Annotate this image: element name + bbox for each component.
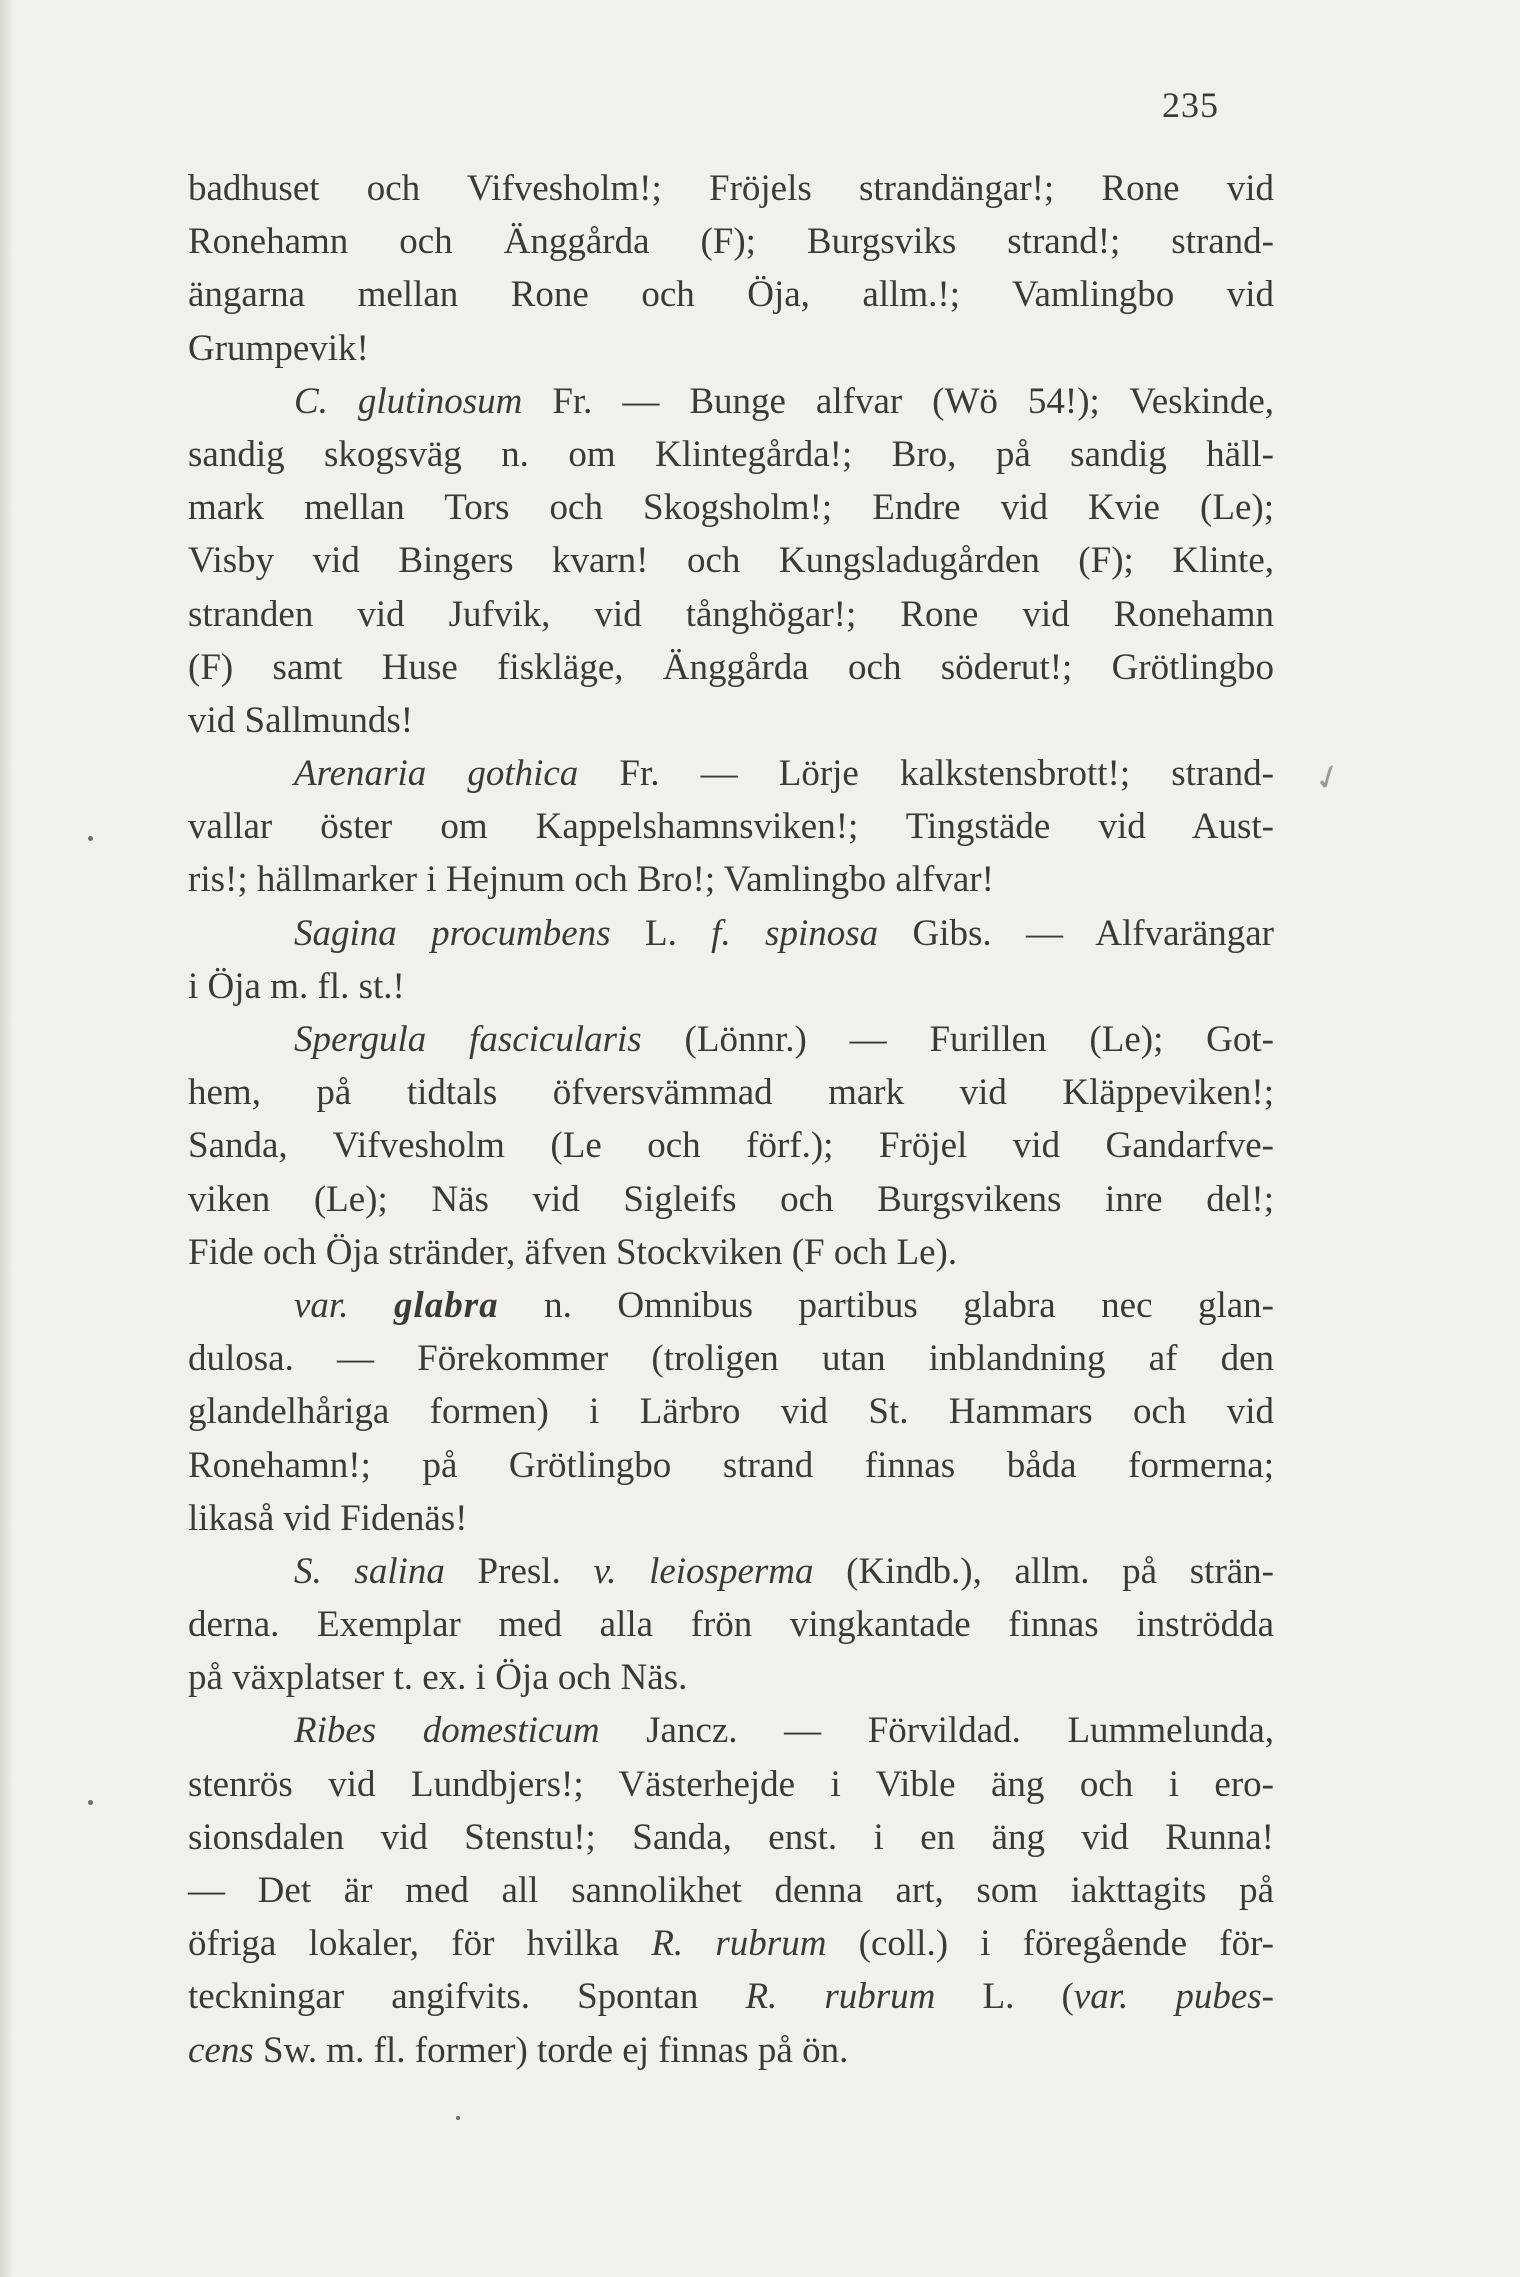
text-segment: ris!; hällmarker i Hejnum och Bro!; Vamlingbo alfvar! <box>188 859 994 901</box>
text-segment: (coll.) i föregående för- <box>826 1923 1274 1965</box>
text-segment: teckningar angifvits. Spontan <box>188 1976 746 2018</box>
taxon-name: S. salina <box>294 1550 445 1592</box>
text-line <box>188 588 1274 641</box>
text-line <box>188 534 1274 587</box>
taxon-name: Spergula fascicularis <box>294 1019 642 1060</box>
taxon-name: glabra <box>393 1284 499 1326</box>
text-segment: Presl. <box>444 1550 594 1592</box>
text-line <box>188 1917 1274 1970</box>
text-line <box>188 1066 1274 1119</box>
text-segment: Sanda, Vifvesholm (Le och förf.); Fröjel vid Gandarfve- <box>188 1125 1274 1167</box>
text-line <box>188 641 1274 694</box>
text-segment: stranden vid Jufvik, vid tånghögar!; Rone vid Ronehamn <box>188 593 1274 635</box>
text-segment: Ronehamn och Änggårda (F); Burgsviks strand!; strand- <box>188 221 1274 263</box>
text-segment: — Det är med all sannolikhet denna art, som iakttagits på <box>188 1870 1274 1911</box>
text-line <box>188 1758 1274 1811</box>
text-line <box>188 1864 1274 1917</box>
text-segment: L. <box>610 912 712 954</box>
text-segment: L. ( <box>935 1976 1074 2018</box>
text-line <box>188 1598 1274 1651</box>
page-number: 235 <box>1162 85 1219 125</box>
text-line <box>188 907 1274 960</box>
taxon-name: v. leiosperma <box>593 1550 814 1592</box>
text-segment: Ronehamn!; på Grötlingbo strand finnas båda formerna; <box>188 1444 1274 1486</box>
text-line <box>188 1332 1274 1385</box>
taxon-name: Arenaria gothica <box>294 753 579 795</box>
text-line <box>188 1811 1274 1864</box>
text-line <box>188 853 1274 906</box>
text-line <box>188 1385 1274 1438</box>
text-segment: (Lönnr.) — Furillen (Le); Got- <box>641 1019 1275 1060</box>
text-segment: Jancz. — Förvildad. Lummelunda, <box>599 1710 1274 1752</box>
text-segment: Fr. — Lörje kalkstensbrott!; strand- <box>578 753 1274 795</box>
text-line <box>188 1279 1274 1332</box>
text-segment: ängarna mellan Rone och Öja, allm.!; Vamlingbo vid <box>188 274 1274 316</box>
text-segment: glandelhåriga formen) i Lärbro vid St. Hammars och vid <box>188 1391 1274 1433</box>
text-segment: öfriga lokaler, för hvilka <box>188 1923 652 1965</box>
text-segment: dulosa. — Förekommer (troligen utan inblandning af den <box>188 1338 1274 1380</box>
text-line <box>188 1970 1274 2023</box>
text-line <box>188 747 1274 800</box>
text-segment: Grumpevik! <box>188 327 369 369</box>
ink-speck <box>88 1800 93 1805</box>
text-segment: Sw. m. fl. former) torde ej finnas på ön. <box>253 2029 849 2071</box>
ink-speck <box>456 2116 460 2120</box>
text-line <box>188 2024 1274 2077</box>
text-line <box>188 1704 1274 1757</box>
text-segment: hem, på tidtals öfversvämmad mark vid Kläppeviken!; <box>188 1072 1274 1114</box>
text-line <box>188 215 1274 268</box>
text-line <box>188 694 1274 747</box>
taxon-name: C. glutinosum <box>294 380 523 422</box>
text-segment: stenrös vid Lundbjers!; Västerhejde i Vible äng och i ero- <box>188 1763 1274 1805</box>
text-segment: badhuset och Vifvesholm!; Fröjels strandängar!; Rone vid <box>188 168 1274 209</box>
text-segment: mark mellan Tors och Skogsholm!; Endre vid Kvie (Le); <box>188 487 1274 529</box>
taxon-name: cens <box>188 2029 254 2071</box>
text-segment: n. Omnibus partibus glabra nec glan- <box>498 1284 1274 1326</box>
text-line <box>188 1651 1274 1704</box>
text-segment: på växplatser t. ex. i Öja och Näs. <box>188 1657 688 1699</box>
text-segment: Fide och Öja stränder, äfven Stockviken (F och Le). <box>188 1231 958 1273</box>
text-segment: Fr. — Bunge alfvar (Wö 54!); Veskinde, <box>522 380 1274 422</box>
body-text <box>188 162 1274 2077</box>
text-segment: derna. Exemplar med alla frön vingkantade finnas inströdda <box>188 1604 1274 1646</box>
taxon-name: R. rubrum <box>651 1923 827 1965</box>
taxon-name: R. rubrum <box>745 1976 936 2018</box>
text-line <box>188 428 1274 481</box>
taxon-name: Sagina procumbens <box>294 912 611 954</box>
taxon-name: Ribes domesticum <box>294 1710 600 1752</box>
text-line <box>188 1492 1274 1545</box>
text-line <box>188 800 1274 853</box>
text-line <box>188 960 1274 1013</box>
margin-checkmark: ✓ <box>1308 756 1349 801</box>
text-line <box>188 322 1274 375</box>
text-line <box>188 1173 1274 1226</box>
text-line <box>188 481 1274 534</box>
text-line <box>188 268 1274 321</box>
text-segment: sandig skogsväg n. om Klintegårda!; Bro, på sandig häll- <box>188 433 1274 475</box>
text-line <box>188 375 1274 428</box>
taxon-name: var. <box>294 1284 349 1326</box>
text-segment: (F) samt Huse fiskläge, Änggårda och söderut!; Grötlingbo <box>188 646 1274 688</box>
page-edge <box>0 0 14 2277</box>
taxon-name: f. spinosa <box>711 912 879 954</box>
text-segment: sionsdalen vid Stenstu!; Sanda, enst. i en äng vid Runna! <box>188 1816 1274 1858</box>
text-segment: viken (Le); Näs vid Sigleifs och Burgsvikens inre del!; <box>188 1178 1274 1220</box>
text-segment: (Kindb.), allm. på strän- <box>813 1550 1275 1592</box>
text-segment: likaså vid Fidenäs! <box>188 1497 468 1539</box>
text-line <box>188 1119 1274 1172</box>
text-line <box>188 1545 1274 1598</box>
text-line <box>188 1439 1274 1492</box>
text-line <box>188 1226 1274 1279</box>
text-segment: i Öja m. fl. st.! <box>188 965 405 1007</box>
text-segment: vid Sallmunds! <box>188 699 414 741</box>
taxon-name: var. pubes- <box>1073 1976 1274 2018</box>
text-line <box>188 162 1274 215</box>
ink-speck <box>88 836 93 841</box>
text-segment <box>348 1285 393 1326</box>
text-line <box>188 1013 1274 1066</box>
text-segment: Visby vid Bingers kvarn! och Kungsladugården (F); Klinte, <box>188 540 1274 582</box>
text-segment: vallar öster om Kappelshamnsviken!; Tingstäde vid Aust- <box>188 806 1274 848</box>
text-segment: Gibs. — Alfvarängar <box>878 912 1274 954</box>
